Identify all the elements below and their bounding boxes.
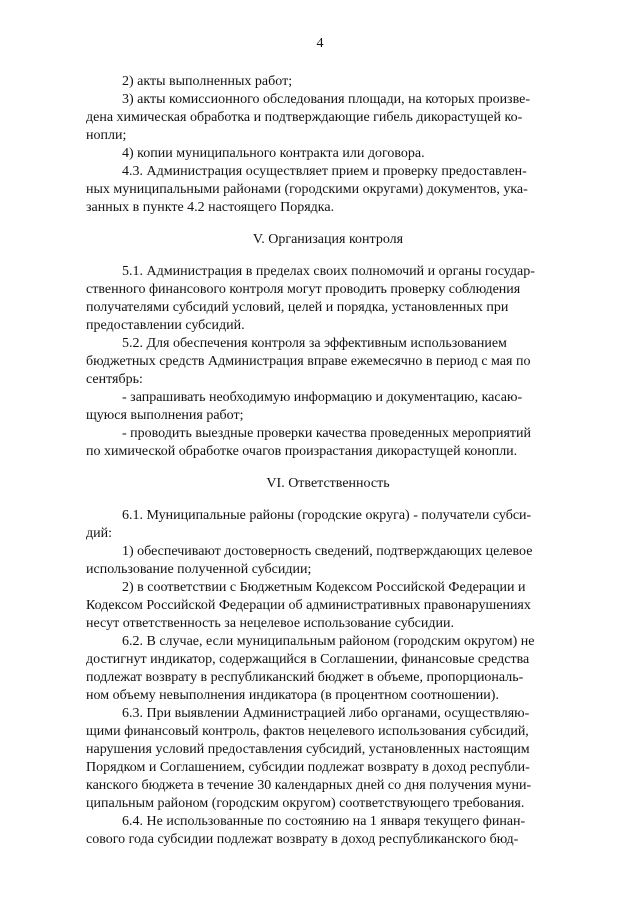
section-6	[86, 507, 570, 849]
paragraph-start: 5.1. Администрация в пределах своих полномочий и органы государ-	[122, 264, 535, 279]
paragraph-start: 4.3. Администрация осуществляет прием и проверку предоставлен-	[122, 164, 527, 179]
text-line: ных муниципальными районами (городскими округами) документов, ука-	[86, 182, 528, 197]
paragraph-start: 6.3. При выявлении Администрацией либо органами, осуществляю-	[122, 706, 530, 721]
list-item: 2) акты выполненных работ;	[122, 74, 293, 89]
text-line: щуюся выполнения работ;	[86, 408, 244, 423]
text-line: занных в пункте 4.2 настоящего Порядка.	[86, 200, 335, 215]
text-line: щими финансовый контроль, фактов нецелевого использования субсидий,	[86, 724, 529, 739]
page-number: 4	[316, 36, 324, 51]
text-line: достигнут индикатор, содержащийся в Соглашении, финансовые средства	[86, 652, 530, 667]
text-line: несут ответственность за нецелевое использование субсидии.	[86, 616, 454, 631]
list-item: - проводить выездные проверки качества проведенных мероприятий	[122, 426, 532, 441]
list-item: 3) акты комиссионного обследования площади, на которых произве-	[122, 92, 530, 107]
text-line: Кодексом Российской Федерации об административных правонарушениях	[86, 598, 531, 613]
list-item: 4) копии муниципального контракта или договора.	[122, 146, 425, 161]
paragraph-start: 6.1. Муниципальные районы (городские округа) - получатели субси-	[122, 508, 532, 523]
text-line: сового года субсидии подлежат возврату в доход республиканского бюд-	[86, 832, 519, 847]
text-line: ственного финансового контроля могут проводить проверку соблюдения	[86, 282, 521, 297]
text-line: предоставлении субсидий.	[86, 318, 245, 333]
text-line: использование полученной субсидии;	[86, 562, 312, 577]
section-heading-responsibility: VI. Ответственность	[266, 476, 390, 491]
text-line: бюджетных средств Администрация вправе ежемесячно в период с мая по	[86, 354, 531, 369]
text-line: по химической обработке очагов произрастания дикорастущей конопли.	[86, 444, 518, 459]
paragraph-start: 5.2. Для обеспечения контроля за эффективным использованием	[122, 336, 507, 351]
text-line: дена химическая обработка и подтверждающие гибель дикорастущей ко-	[86, 110, 523, 125]
text-line: ципальным районом (городским округом) соответствующего требования.	[86, 796, 525, 811]
text-line: Порядком и Соглашением, субсидии подлежат возврату в доход республи-	[86, 760, 530, 775]
text-line: подлежат возврату в республиканский бюджет в объеме, пропорциональ-	[86, 670, 524, 685]
text-line: канского бюджета в течение 30 календарных дней со дня получения муни-	[86, 778, 532, 793]
text-line: дий:	[86, 526, 112, 541]
list-item: 2) в соответствии с Бюджетным Кодексом Российской Федерации и	[122, 580, 526, 595]
text-line: сентябрь:	[86, 372, 143, 387]
list-item: - запрашивать необходимую информацию и документацию, касаю-	[122, 390, 523, 405]
text-line: получателями субсидий условий, целей и порядка, установленных при	[86, 300, 509, 315]
section-heading-control: V. Организация контроля	[252, 232, 404, 247]
list-item: 1) обеспечивают достоверность сведений, подтверждающих целевое	[122, 544, 533, 559]
paragraph-start: 6.2. В случае, если муниципальным районом (городским округом) не	[122, 634, 535, 649]
section-5	[86, 263, 570, 461]
section-4-tail	[86, 73, 570, 217]
text-line: ном объему невыполнения индикатора (в процентном соотношении).	[86, 688, 499, 703]
paragraph-start: 6.4. Не использованные по состоянию на 1 января текущего финан-	[122, 814, 526, 829]
text-line: нарушения условий предоставления субсидий, установленных настоящим	[86, 742, 530, 757]
document-body	[86, 73, 570, 849]
text-line: нопли;	[86, 128, 127, 143]
